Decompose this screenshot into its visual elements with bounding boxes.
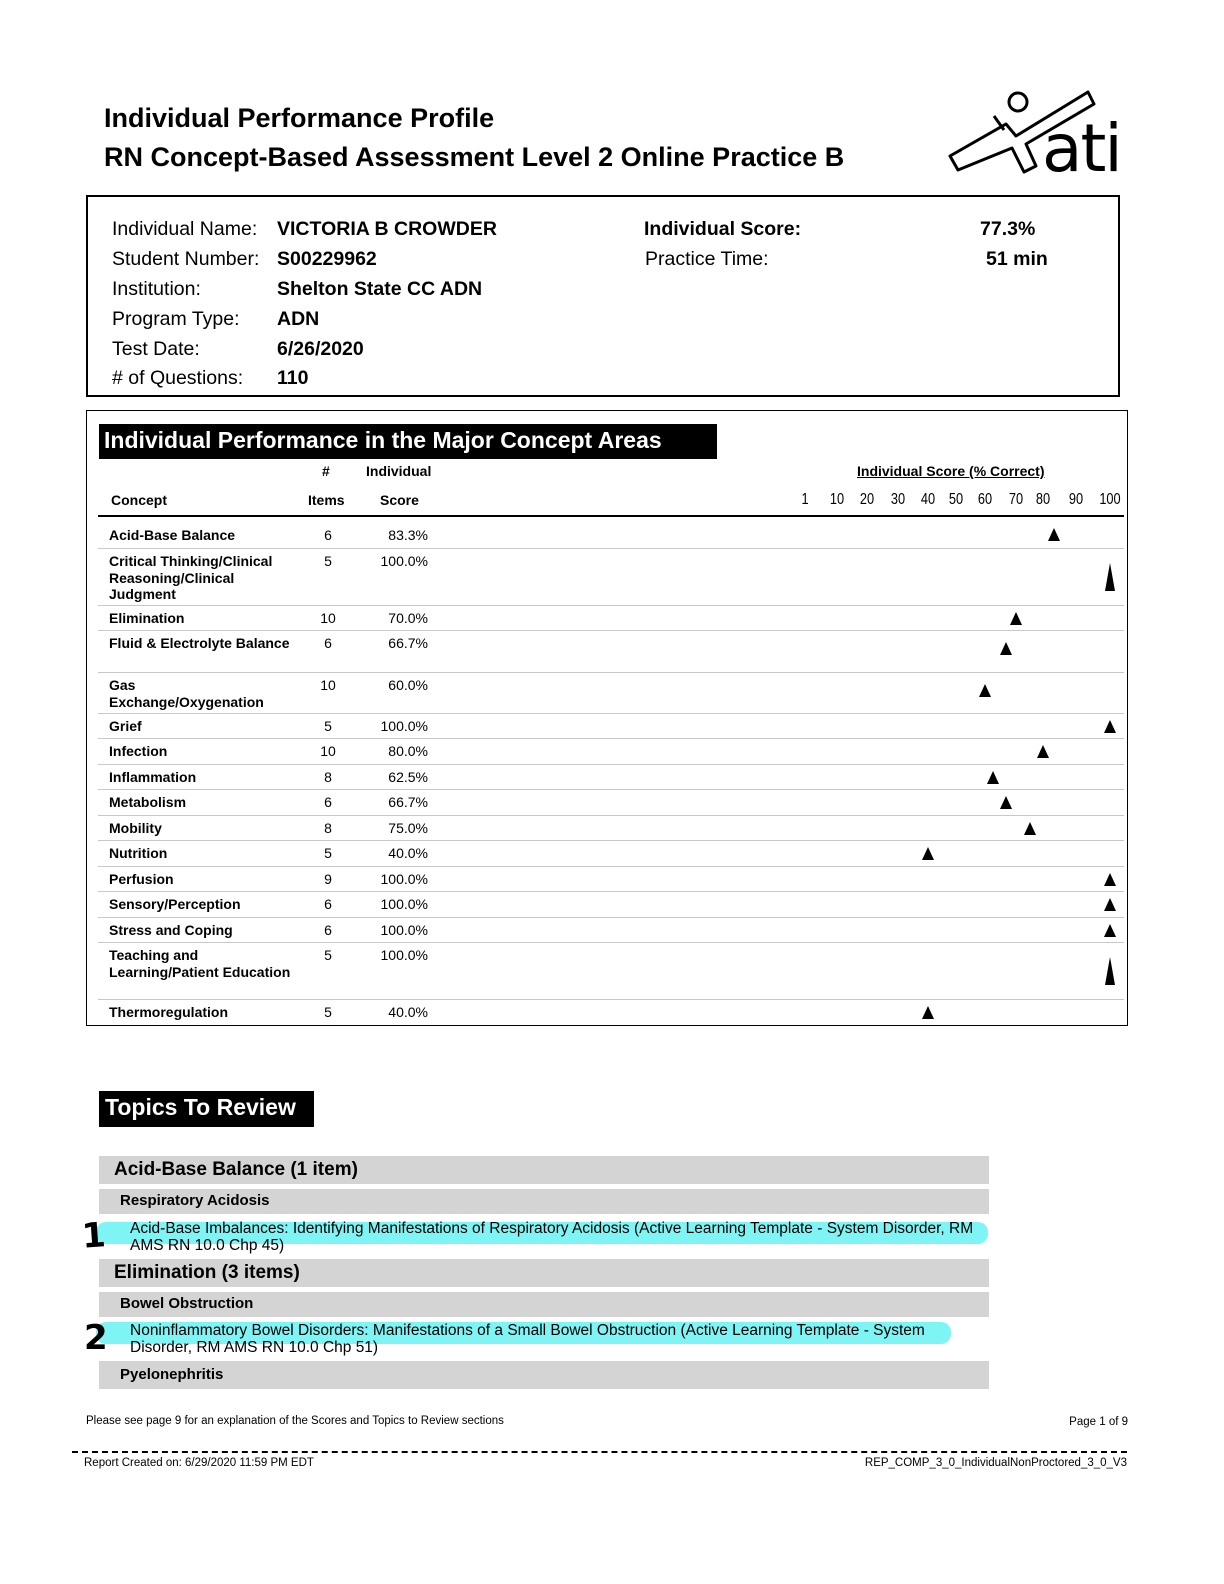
practice-time-label: Practice Time: (645, 248, 769, 270)
score-marker (1104, 898, 1116, 911)
test-date-value: 6/26/2020 (277, 338, 364, 360)
score-marker (1024, 822, 1036, 835)
concept-row (98, 606, 1124, 631)
handwritten-mark-1: 1 (80, 1215, 108, 1257)
concept-score: 40.0% (388, 1004, 428, 1020)
col-concept-header: Concept (111, 492, 167, 508)
institution-label: Institution: (112, 278, 201, 300)
concept-score: 66.7% (388, 635, 428, 651)
page-number: Page 1 of 9 (1069, 1416, 1128, 1428)
program-type-label: Program Type: (112, 308, 240, 330)
axis-tick-label: 10 (829, 491, 845, 508)
topic-sub-respiratory-acidosis: Respiratory Acidosis (99, 1189, 989, 1214)
topic-group-acid-base: Acid-Base Balance (1 item) (99, 1156, 989, 1184)
report-id: REP_COMP_3_0_IndividualNonProctored_3_0_V3 (864, 1457, 1127, 1469)
concept-name: Inflammation (109, 769, 197, 785)
concept-name: Critical Thinking/Clinical Reasoning/Clinical Judgment (109, 553, 273, 602)
footer-note: Please see page 9 for an explanation of the Scores and Topics to Review sections (86, 1415, 504, 1427)
concept-items: 6 (324, 922, 332, 938)
concept-name: Fluid & Electrolyte Balance (109, 635, 290, 651)
concept-score: 66.7% (388, 794, 428, 810)
concept-items: 5 (324, 553, 332, 569)
concept-score: 100.0% (380, 553, 428, 569)
concept-row (98, 892, 1124, 918)
individual-score-label: Individual Score: (644, 218, 802, 240)
individual-score-value: 77.3% (980, 218, 1036, 240)
ati-logo (946, 86, 1121, 187)
questions-value: 110 (277, 367, 309, 389)
concept-items: 10 (320, 743, 336, 759)
concept-score: 40.0% (388, 845, 428, 861)
concept-name: Teaching and Learning/Patient Education (109, 947, 291, 980)
concept-score: 75.0% (388, 820, 428, 836)
concept-name: Acid-Base Balance (109, 527, 236, 543)
student-number-value: S00229962 (277, 248, 377, 270)
score-marker (1104, 873, 1116, 886)
score-marker (1048, 528, 1060, 541)
concept-row (98, 549, 1124, 606)
concept-items: 8 (324, 769, 332, 785)
concept-name: Nutrition (109, 845, 168, 861)
concept-score: 60.0% (388, 677, 428, 693)
institution-value: Shelton State CC ADN (277, 278, 483, 300)
practice-time-value: 51 min (986, 248, 1048, 270)
ati-logo-text: ati (1042, 110, 1121, 187)
concept-name: Grief (109, 718, 142, 734)
concept-row (98, 520, 1124, 549)
concept-row (98, 816, 1124, 841)
concept-items: 5 (324, 718, 332, 734)
topic-sub-pyelonephritis: Pyelonephritis (99, 1361, 989, 1389)
concept-row (98, 673, 1124, 714)
concept-row (98, 867, 1124, 892)
concept-items: 8 (324, 820, 332, 836)
concept-name: Infection (109, 743, 168, 759)
concept-name: Gas Exchange/Oxygenation (109, 677, 264, 710)
chart-title: Individual Score (% Correct) (857, 463, 1045, 479)
axis-tick-label: 100 (1099, 491, 1121, 508)
axis-tick-label: 60 (977, 491, 993, 508)
name-value: VICTORIA B CROWDER (277, 218, 497, 240)
concept-name: Thermoregulation (109, 1004, 229, 1020)
concept-name: Perfusion (109, 871, 174, 887)
concept-row (98, 765, 1124, 790)
concept-score: 100.0% (380, 947, 428, 963)
axis-tick-label: 90 (1068, 491, 1084, 508)
topic-item-bowel-obstruction: Noninflammatory Bowel Disorders: Manifestations of a Small Bowel Obstruction (Active Learning Template - System Disorder, RM AMS RN 10.0 Chp 51) (130, 1322, 925, 1356)
concept-items: 9 (324, 871, 332, 887)
concept-row (98, 918, 1124, 943)
concept-row (98, 790, 1124, 816)
axis-tick-label: 80 (1035, 491, 1051, 508)
score-marker (1105, 563, 1115, 591)
axis-tick-label: 30 (890, 491, 906, 508)
concept-items: 6 (324, 635, 332, 651)
score-marker (1000, 642, 1012, 655)
col-items-header: Items (308, 492, 345, 508)
concept-score: 62.5% (388, 769, 428, 785)
assessment-title: RN Concept-Based Assessment Level 2 Online Practice B (104, 142, 845, 172)
score-marker (1104, 720, 1116, 733)
concept-score: 100.0% (380, 922, 428, 938)
concept-items: 6 (324, 896, 332, 912)
header-divider (98, 515, 1124, 517)
axis-tick-label: 70 (1008, 491, 1024, 508)
col-individual-header: Individual (366, 463, 432, 479)
program-type-value: ADN (277, 308, 320, 330)
topics-section-title: Topics To Review (99, 1091, 314, 1127)
handwritten-mark-2: 2 (84, 1318, 108, 1358)
report-created: Report Created on: 6/29/2020 11:59 PM EDT (84, 1457, 314, 1469)
footer-divider (72, 1451, 1127, 1453)
concept-items: 5 (324, 947, 332, 963)
concept-name: Metabolism (109, 794, 187, 810)
score-marker (922, 1006, 934, 1019)
topic-sub-bowel-obstruction: Bowel Obstruction (99, 1292, 989, 1317)
axis-tick-label: 20 (859, 491, 875, 508)
score-marker (1104, 924, 1116, 937)
concept-items: 6 (324, 794, 332, 810)
score-marker (1000, 796, 1012, 809)
col-score-header: Score (380, 492, 419, 508)
concept-row (98, 739, 1124, 765)
concept-score: 100.0% (380, 896, 428, 912)
score-marker (979, 684, 991, 697)
concept-row (98, 631, 1124, 673)
score-marker (1010, 612, 1022, 625)
performance-section-title: Individual Performance in the Major Concept Areas (99, 424, 717, 459)
concept-row (98, 841, 1124, 867)
axis-tick-label: 50 (948, 491, 964, 508)
axis-tick-label: 40 (920, 491, 936, 508)
axis-tick-label: 1 (801, 491, 809, 508)
questions-label: # of Questions: (112, 367, 244, 389)
concept-score: 80.0% (388, 743, 428, 759)
col-hash-header: # (322, 463, 330, 479)
score-marker (1037, 745, 1049, 758)
concept-score: 83.3% (388, 527, 428, 543)
topic-group-elimination: Elimination (3 items) (99, 1259, 989, 1287)
concept-score: 100.0% (380, 718, 428, 734)
test-date-label: Test Date: (112, 338, 200, 360)
concept-name: Mobility (109, 820, 162, 836)
concept-items: 6 (324, 527, 332, 543)
concept-score: 70.0% (388, 610, 428, 626)
concept-score: 100.0% (380, 871, 428, 887)
topic-item-respiratory-acidosis: Acid-Base Imbalances: Identifying Manifestations of Respiratory Acidosis (Active Learning Template - System Disorder, RM AMS RN 10.0 Chp 45) (130, 1220, 974, 1254)
score-marker (922, 847, 934, 860)
score-marker (1105, 957, 1115, 985)
score-marker (987, 771, 999, 784)
name-label: Individual Name: (112, 218, 258, 240)
concept-name: Sensory/Perception (109, 896, 241, 912)
concept-items: 5 (324, 845, 332, 861)
concept-items: 10 (320, 677, 336, 693)
student-number-label: Student Number: (112, 248, 260, 270)
concept-row (98, 714, 1124, 739)
concept-row (98, 1000, 1124, 1025)
concept-name: Elimination (109, 610, 185, 626)
concept-name: Stress and Coping (109, 922, 233, 938)
report-title: Individual Performance Profile (104, 103, 495, 133)
concept-items: 5 (324, 1004, 332, 1020)
concept-items: 10 (320, 610, 336, 626)
concept-row (98, 943, 1124, 1000)
